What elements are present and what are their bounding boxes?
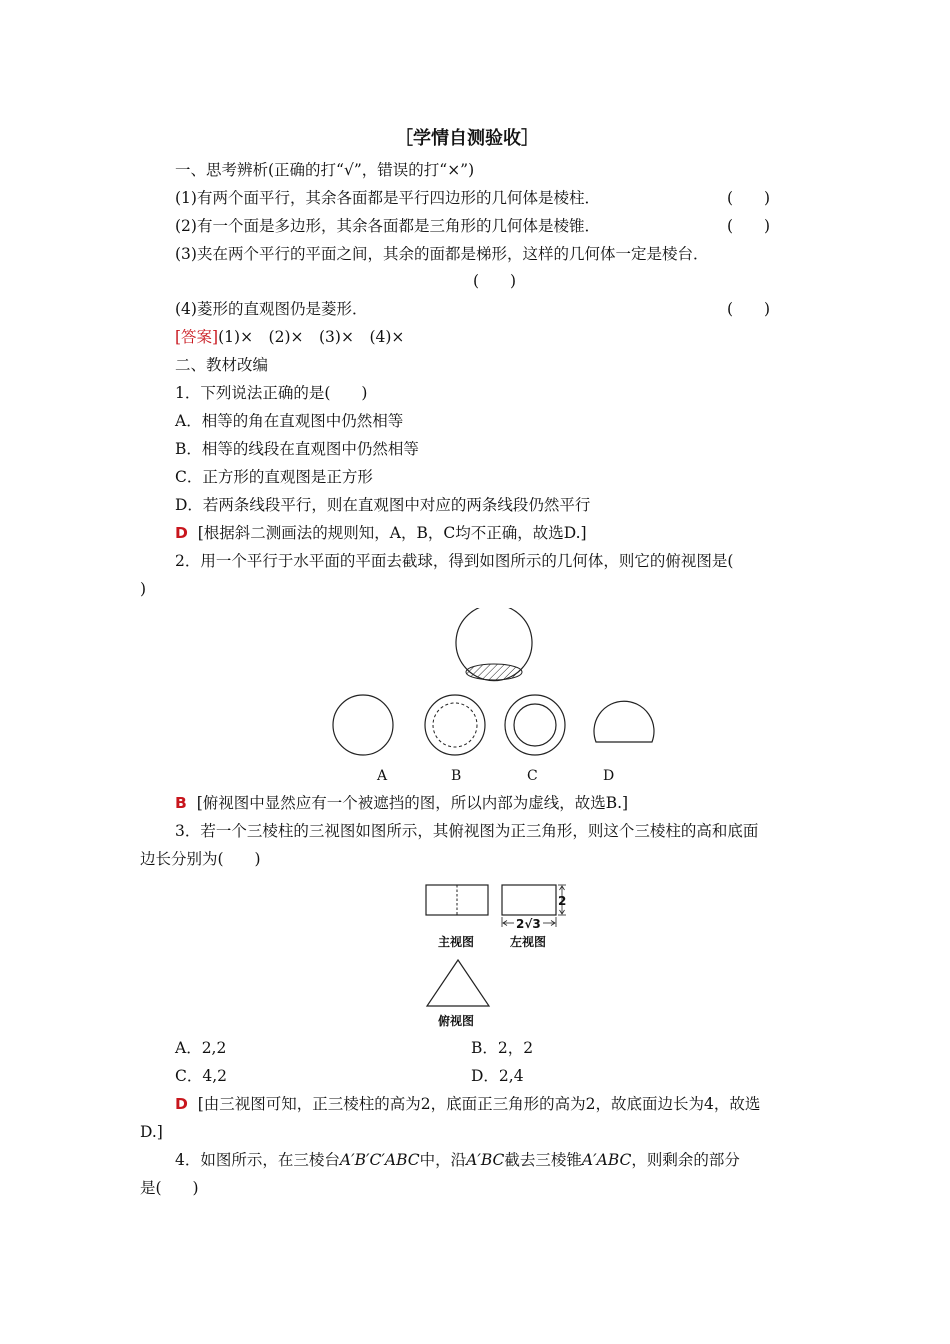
q3-stem-cont: 边长分别为( ) <box>140 850 261 868</box>
q2-label-b: B <box>451 768 462 784</box>
option-d-figure <box>594 701 654 742</box>
q1-option-a: A．相等的角在直观图中仍然相等 <box>175 412 404 430</box>
q3-dim-height: 2 <box>558 894 567 908</box>
q2-answer: B <box>175 794 187 812</box>
q4-plane-name: A′BC <box>466 1151 505 1169</box>
part1-answer-line <box>175 326 404 348</box>
q2-label-a: A <box>377 768 388 784</box>
answer-tag: [答案] <box>175 328 219 346</box>
q2-label-c: C <box>527 768 538 784</box>
q4-frustum-name: A′B′C′ABC <box>339 1151 420 1169</box>
q4-stem <box>175 1149 740 1171</box>
option-c-figure <box>505 695 565 755</box>
q1-option-d: D．若两条线段平行，则在直观图中对应的两条线段仍然平行 <box>175 496 591 514</box>
truncated-sphere-figure <box>456 608 532 681</box>
q3-option-d: D．2,4 <box>471 1067 524 1085</box>
part1-heading: 一、思考辨析(正确的打“√”，错误的打“×”) <box>175 161 475 179</box>
section-title: ［学情自测验收］ <box>395 128 539 149</box>
judge-item-1: (1)有两个面平行，其余各面都是平行四边形的几何体是棱柱． <box>175 189 600 207</box>
q3-option-b: B．2，2 <box>471 1039 534 1057</box>
q2-explanation: [俯视图中显然应有一个被遮挡的图，所以内部为虚线，故选B.] <box>196 794 629 812</box>
answer-bracket-1: ( ) <box>727 189 771 207</box>
judge-item-2: (2)有一个面是多边形，其余各面都是三角形的几何体是棱锥． <box>175 217 600 235</box>
answer-bracket-4: ( ) <box>727 300 771 318</box>
q2-label-d: D <box>603 768 615 784</box>
option-a-circle <box>333 695 393 755</box>
q3-dim-width: 2√3 <box>516 917 541 931</box>
q4-stem-part: ，则剩余的部分 <box>631 1151 740 1169</box>
q4-stem-part: 中，沿 <box>419 1151 467 1169</box>
judge-item-3: (3)夹在两个平行的平面之间，其余的面都是梯形，这样的几何体一定是棱台． <box>175 245 709 263</box>
q3-answer: D <box>175 1095 188 1113</box>
q1-option-b: B．相等的线段在直观图中仍然相等 <box>175 440 419 458</box>
q4-stem-part: 截去三棱锥 <box>504 1151 582 1169</box>
judge-item-4: (4)菱形的直观图仍是菱形． <box>175 300 368 318</box>
q3-stem: 3．若一个三棱柱的三视图如图所示，其俯视图为正三角形，则这个三棱柱的高和底面 <box>175 822 759 840</box>
q4-stem-cont: 是( ) <box>140 1179 199 1197</box>
answer-text: (1)× (2)× (3)× (4)× <box>218 328 405 346</box>
part2-heading: 二、教材改编 <box>175 356 269 374</box>
q3-explanation-cont: D.] <box>140 1123 163 1141</box>
option-b-figure <box>425 695 485 755</box>
q3-front-view-label: 主视图 <box>438 935 475 949</box>
q3-answer-line <box>175 1093 760 1115</box>
q4-stem-part: 4．如图所示，在三棱台 <box>175 1151 340 1169</box>
q2-answer-line <box>175 792 628 814</box>
q3-option-a: A．2,2 <box>175 1039 227 1057</box>
q2-stem-cont: ) <box>140 580 147 598</box>
q3-option-c: C．4,2 <box>175 1067 228 1085</box>
answer-bracket-3: ( ) <box>473 272 517 290</box>
q1-answer-line <box>175 522 587 544</box>
q1-stem: 1．下列说法正确的是( ) <box>175 384 368 402</box>
front-view <box>426 885 488 915</box>
q3-top-view-label: 俯视图 <box>438 1014 475 1028</box>
q4-pyramid-name: A′ABC <box>581 1151 632 1169</box>
q3-explanation: [由三视图可知，正三棱柱的高为2，底面正三角形的高为2，故底面边长为4，故选 <box>197 1095 761 1113</box>
q3-side-view-label: 左视图 <box>510 935 547 949</box>
answer-bracket-2: ( ) <box>727 217 771 235</box>
top-view-triangle <box>427 960 489 1006</box>
q1-option-c: C．正方形的直观图是正方形 <box>175 468 373 486</box>
q1-answer: D <box>175 524 188 542</box>
q1-explanation: [根据斜二测画法的规则知，A，B，C均不正确，故选D.] <box>197 524 587 542</box>
q2-figure <box>320 608 670 768</box>
q2-stem: 2．用一个平行于水平面的平面去截球，得到如图所示的几何体，则它的俯视图是( <box>175 552 734 570</box>
